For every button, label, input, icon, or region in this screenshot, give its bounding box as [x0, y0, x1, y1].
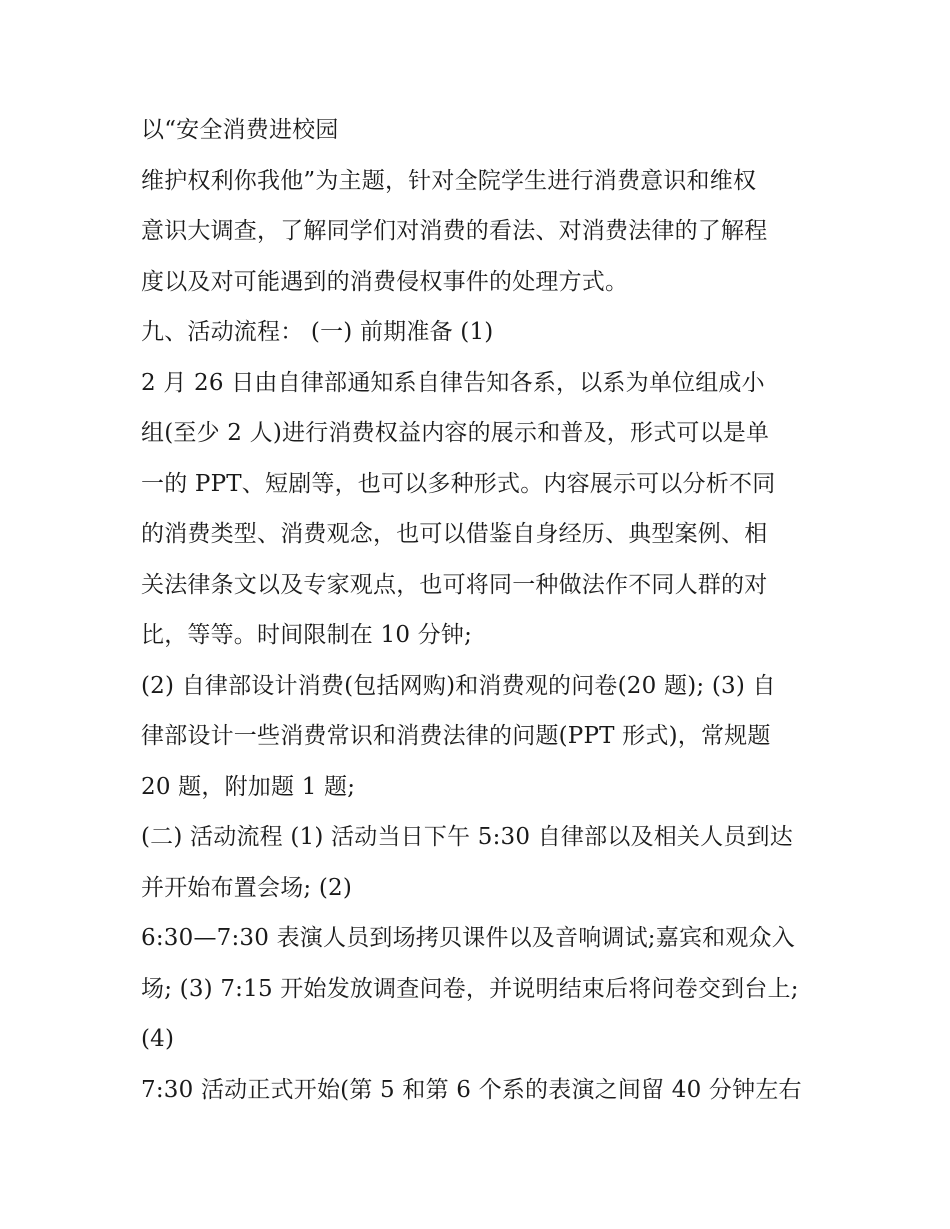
text-line: 7:30 活动正式开始(第 5 和第 6 个系的表演之间留 40 分钟左右	[141, 1076, 802, 1103]
text-line: 维护权利你我他”为主题，针对全院学生进行消费意识和维权	[141, 167, 757, 194]
text-line: 关法律条文以及专家观点，也可将同一种做法作不同人群的对	[141, 571, 768, 598]
text-line: 度以及对可能遇到的消费侵权事件的处理方式。	[141, 268, 629, 295]
text-line: 以“安全消费进校园	[141, 117, 339, 143]
text-line: (二) 活动流程 (1) 活动当日下午 5:30 自律部以及相关人员到达	[141, 824, 793, 850]
text-line: 20 题，附加题 1 题;	[141, 773, 356, 800]
text-line: 场; (3) 7:15 开始发放调查问卷，并说明结束后将问卷交到台上;	[141, 975, 799, 1002]
section-heading-line: 九、活动流程： (一) 前期准备 (1)	[141, 319, 494, 345]
text-line: 的消费类型、消费观念，也可以借鉴自身经历、典型案例、相	[141, 521, 768, 547]
text-line: 一的 PPT、短剧等，也可以多种形式。内容展示可以分析不同	[141, 470, 776, 497]
text-line: 比，等等。时间限制在 10 分钟;	[141, 622, 473, 648]
text-line: 意识大调查，了解同学们对消费的看法、对消费法律的了解程	[141, 218, 768, 244]
text-line: 组(至少 2 人)进行消费权益内容的展示和普及，形式可以是单	[141, 420, 770, 446]
text-line: 并开始布置会场; (2)	[141, 874, 353, 901]
text-line: 2 月 26 日由自律部通知系自律告知各系，以系为单位组成小	[141, 369, 765, 396]
text-line: 6:30—7:30 表演人员到场拷贝课件以及音响调试;嘉宾和观众入	[141, 925, 795, 951]
text-line: (2) 自律部设计消费(包括网购)和消费观的问卷(20 题); (3) 自	[141, 672, 776, 699]
text-line: (4)	[141, 1026, 175, 1052]
document-body	[141, 108, 821, 1118]
text-line: 律部设计一些消费常识和消费法律的问题(PPT 形式)，常规题	[141, 723, 771, 749]
